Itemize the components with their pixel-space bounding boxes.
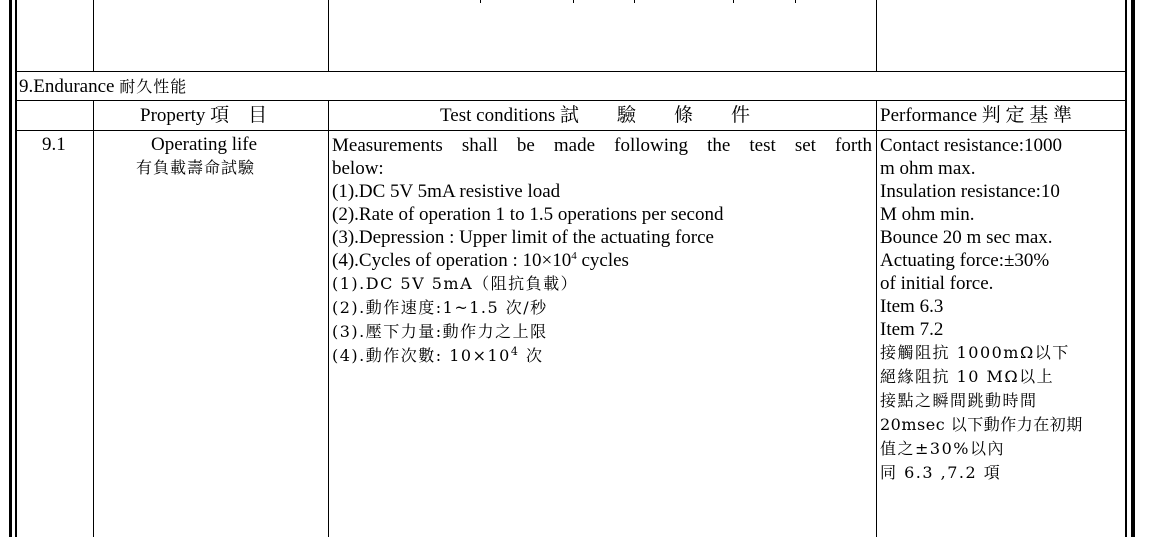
conditions-cell [332,134,872,368]
performance-cn-line: 20msec 以下動作力在初期 [880,415,1083,434]
col-divider-2 [328,0,329,72]
conditions-line: Measurements shall be made following the test set forth [332,135,872,156]
rule-section-title [17,100,1125,101]
performance-line: M ohm min. [880,204,975,225]
right-border-outer [1131,0,1135,537]
tick-mark [733,0,734,3]
performance-cn-line: 接觸阻抗 1000mΩ以下 [880,343,1070,362]
left-border-inner [15,0,17,537]
left-border-outer [9,0,12,537]
header-property: Property 項 目 [140,105,268,126]
tick-mark [480,0,481,3]
col-divider-2b [328,101,329,537]
item-number: 9.1 [42,134,66,155]
rule-header [17,130,1125,131]
section-title-en: 9.Endurance [19,76,115,97]
section-title-cn: 耐久性能 [119,77,188,96]
performance-line: of initial force. [880,273,994,294]
performance-cn-line: 絕緣阻抗 10 MΩ以上 [880,367,1055,386]
performance-line: Insulation resistance:10 [880,181,1060,202]
performance-cn-line: 值之±30%以內 [880,439,1005,458]
conditions-cn-line: (1).DC 5V 5mA（阻抗負載） [332,274,579,293]
property-en: Operating life [151,134,258,155]
tick-mark [573,0,574,3]
section-title [19,76,187,98]
conditions-line: (3).Depression : Upper limit of the actuating force [332,227,714,248]
conditions-cn-line: (4).動作次數: $10\times 10^4$ 次 [332,345,544,365]
property-cn: 有負載壽命試驗 [136,158,256,177]
col-divider-3b [876,101,877,537]
conditions-line: (2).Rate of operation 1 to 1.5 operations per second [332,204,724,225]
performance-cn-line: 同 6.3 ,7.2 項 [880,463,1002,482]
performance-cell [880,134,1124,485]
conditions-cn-line: (3).壓下力量:動作力之上限 [332,322,548,341]
performance-line: Contact resistance:1000 [880,135,1063,156]
tick-mark [634,0,635,3]
col-divider-3 [876,0,877,72]
conditions-line: below: [332,158,384,179]
performance-line: Actuating force:±30% [880,250,1050,271]
performance-cn-line: 接點之瞬間跳動時間 [880,391,1038,410]
performance-line: m ohm max. [880,158,976,179]
performance-line: Item 6.3 [880,296,944,317]
right-border-inner [1125,0,1127,537]
rule-top-section [17,71,1125,72]
header-conditions: Test conditions 試 驗 條 件 [440,105,751,126]
col-divider-1b [93,101,94,537]
col-divider-1 [93,0,94,72]
conditions-line: (1).DC 5V 5mA resistive load [332,181,561,202]
tick-mark [795,0,796,3]
conditions-line: (4).Cycles of operation : $10\times 10^4$ cycles [332,250,629,271]
performance-line: Item 7.2 [880,319,944,340]
header-performance: Performance 判 定 基 準 [880,105,1073,126]
conditions-cn-line: (2).動作速度:1~1.5 次/秒 [332,298,548,317]
performance-line: Bounce 20 m sec max. [880,227,1053,248]
